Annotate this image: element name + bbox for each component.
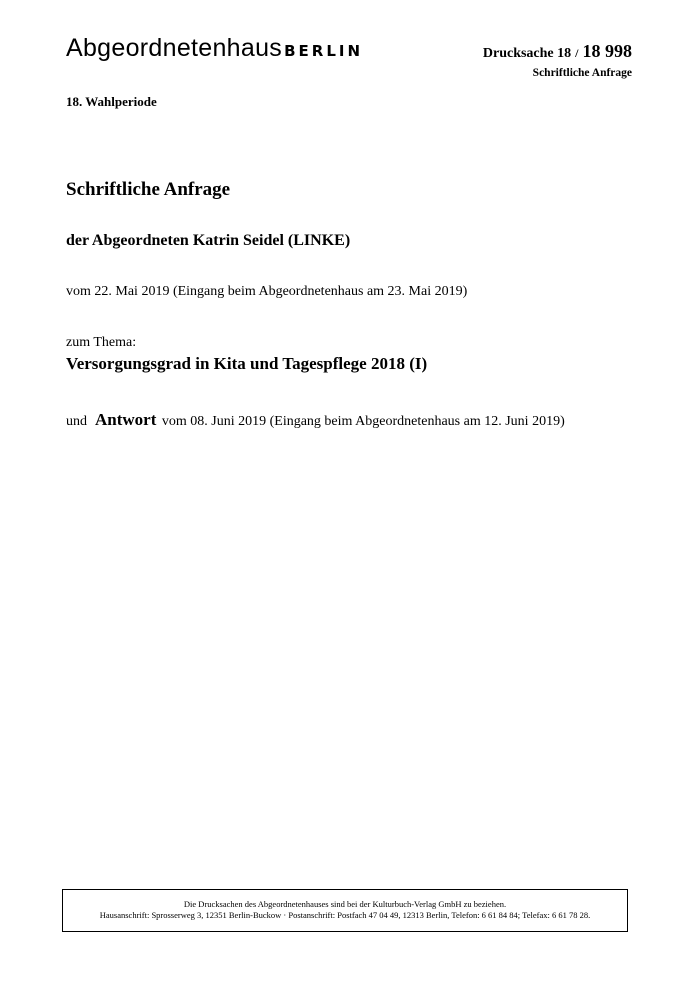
document-type: Schriftliche Anfrage	[532, 67, 632, 79]
answer-keyword: Antwort	[95, 410, 157, 429]
document-number-separator: /	[575, 46, 579, 60]
document-number	[483, 42, 632, 61]
logo-city: BERLIN	[284, 42, 364, 60]
answer-line	[66, 410, 565, 430]
answer-date: vom 08. Juni 2019 (Eingang beim Abgeordnetenhaus am 12. Juni 2019)	[161, 414, 565, 429]
answer-prefix: und	[66, 414, 87, 429]
document-number-prefix: Drucksache 18	[482, 46, 572, 61]
footer-line-distribution: Die Drucksachen des Abgeordnetenhauses sind bei der Kulturbuch-Verlag GmbH zu beziehen.	[183, 899, 507, 909]
footer-line-address: Hausanschrift: Sprosserweg 3, 12351 Berlin-Buckow · Postanschrift: Postfach 47 04 49, 12313 Berlin, Telefon: 6 61 84 84; Telefax: 6 61 78 28.	[99, 910, 591, 920]
submission-date: vom 22. Mai 2019 (Eingang beim Abgeordnetenhaus am 23. Mai 2019)	[66, 284, 468, 299]
page-title: Schriftliche Anfrage	[66, 179, 231, 200]
topic-heading: Versorgungsgrad in Kita und Tagespflege 2018 (I)	[66, 354, 428, 373]
logo-wordmark: Abgeordnetenhaus	[66, 34, 283, 62]
legislative-period: 18. Wahlperiode	[66, 94, 157, 109]
footer-box	[62, 889, 628, 932]
topic-label: zum Thema:	[66, 335, 137, 350]
institution-logo	[66, 36, 363, 61]
author-line: der Abgeordneten Katrin Seidel (LINKE)	[66, 232, 351, 249]
document-number-value: 18 998	[582, 41, 632, 61]
